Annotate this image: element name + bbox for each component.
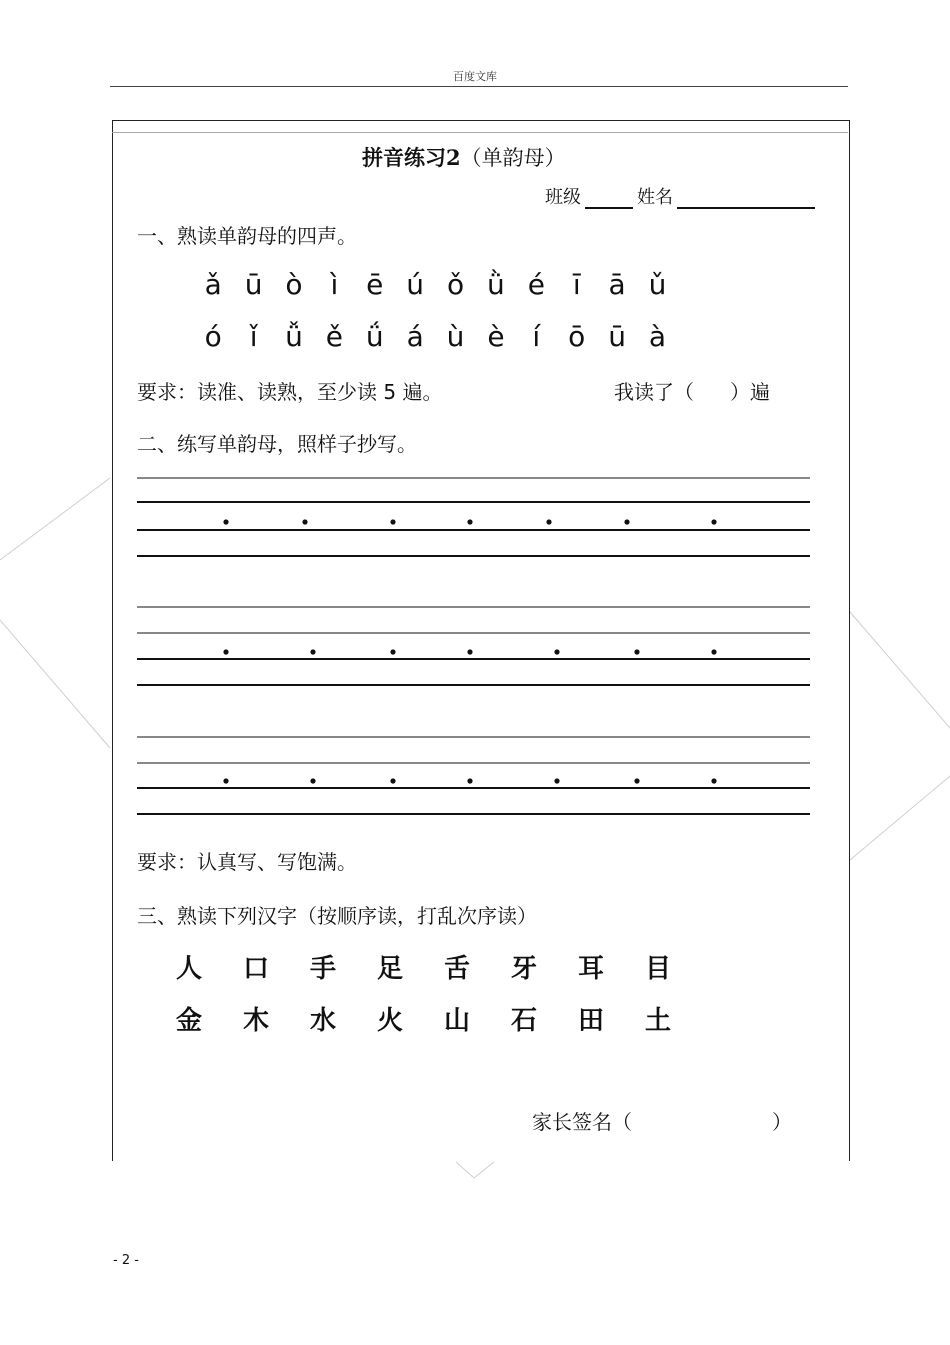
hanzi-character: 金 (176, 1006, 203, 1036)
pinyin-syllable: ǘ (365, 320, 384, 353)
hanzi-row-1 (176, 948, 712, 985)
dot (467, 519, 472, 524)
writing-block-1 (137, 478, 810, 556)
header-site: 百度文库 (453, 70, 497, 83)
dot (390, 649, 395, 654)
hanzi-character: 石 (511, 1006, 538, 1036)
pinyin-syllable: ì (330, 268, 339, 301)
pinyin-syllable: ǔ (648, 268, 667, 301)
hanzi-character: 目 (645, 954, 672, 984)
dot (711, 519, 716, 524)
hanzi-character: 木 (243, 1006, 270, 1036)
hanzi-character: 耳 (578, 954, 605, 984)
dot (554, 649, 559, 654)
signature-close: ） (772, 1110, 792, 1134)
dot (310, 778, 315, 783)
hanzi-character: 田 (578, 1006, 605, 1036)
pinyin-syllable: é (527, 268, 545, 301)
name-blank (677, 207, 815, 209)
hanzi-character: 人 (176, 954, 203, 984)
page-number: - 2 - (113, 1253, 139, 1268)
hanzi-character: 手 (310, 954, 337, 984)
pinyin-row-2 (193, 320, 678, 353)
hanzi-character: 土 (645, 1006, 672, 1036)
dot (711, 778, 716, 783)
dot (310, 649, 315, 654)
title-main: 拼音练习 (362, 145, 446, 170)
hanzi-character: 牙 (511, 954, 538, 984)
dot (554, 778, 559, 783)
pinyin-syllable: è (487, 320, 505, 353)
pinyin-syllable: ǜ (487, 268, 505, 301)
hanzi-character: 山 (444, 1006, 471, 1036)
dot (390, 778, 395, 783)
section3-heading: 三、熟读下列汉字（按顺序读，打乱次序读） (137, 904, 537, 928)
pinyin-syllable: ó (204, 320, 222, 353)
dot (546, 519, 551, 524)
hanzi-character: 口 (243, 954, 270, 984)
dot (624, 519, 629, 524)
dot (467, 649, 472, 654)
section2-heading: 二、练写单韵母，照样子抄写。 (137, 432, 417, 456)
pinyin-syllable: ū (244, 268, 263, 301)
pinyin-syllable: ō (568, 320, 586, 353)
title-number: 2 (446, 145, 461, 170)
name-label: 姓名 (637, 187, 673, 208)
pinyin-syllable: ě (325, 320, 343, 353)
dot (223, 778, 228, 783)
dot (634, 778, 639, 783)
pinyin-syllable: í (532, 320, 541, 353)
read-count-suffix: ）遍 (730, 380, 770, 404)
title-sub: （单韵母） (460, 146, 566, 170)
writing-block-3 (137, 737, 810, 814)
hanzi-character: 火 (377, 1006, 404, 1036)
dot (634, 649, 639, 654)
pinyin-row-1 (193, 268, 678, 301)
hanzi-character: 足 (377, 954, 404, 984)
hanzi-row-2 (176, 1000, 712, 1037)
dot (711, 649, 716, 654)
pinyin-syllable: ǚ (285, 320, 303, 353)
signature-label: 家长签名（ (532, 1110, 632, 1134)
writing-block-2 (137, 607, 810, 685)
class-label: 班级 (545, 187, 581, 208)
pinyin-syllable: ǐ (249, 320, 258, 353)
pinyin-syllable: ā (608, 268, 626, 301)
section1-requirement: 要求：读准、读熟，至少读 5 遍。 (137, 380, 443, 404)
dot (223, 649, 228, 654)
dot (390, 519, 395, 524)
hanzi-character: 水 (310, 1006, 337, 1036)
student-info (545, 183, 815, 209)
pinyin-syllable: ò (285, 268, 303, 301)
worksheet-frame-inner-rule (112, 132, 848, 133)
section2-requirement: 要求：认真写、写饱满。 (137, 850, 357, 874)
pinyin-syllable: á (406, 320, 424, 353)
pinyin-syllable: ē (366, 268, 384, 301)
pinyin-syllable: ū (608, 320, 626, 353)
read-count-prefix: 我读了（ (614, 380, 694, 404)
class-blank (585, 207, 633, 209)
pinyin-syllable: ī (572, 268, 581, 301)
writing-grid (137, 470, 812, 822)
hanzi-character: 舌 (444, 954, 471, 984)
pinyin-syllable: ǒ (446, 268, 465, 301)
read-count (614, 376, 770, 405)
pinyin-syllable: ù (446, 320, 465, 353)
pinyin-syllable: ú (406, 268, 425, 301)
worksheet-title (362, 142, 566, 172)
pinyin-syllable: ǎ (204, 268, 222, 301)
pinyin-syllable: à (648, 320, 667, 353)
section1-heading: 一、熟读单韵母的四声。 (137, 224, 357, 248)
dot (223, 519, 228, 524)
dot (467, 778, 472, 783)
parent-signature (532, 1106, 792, 1135)
dot (302, 519, 307, 524)
